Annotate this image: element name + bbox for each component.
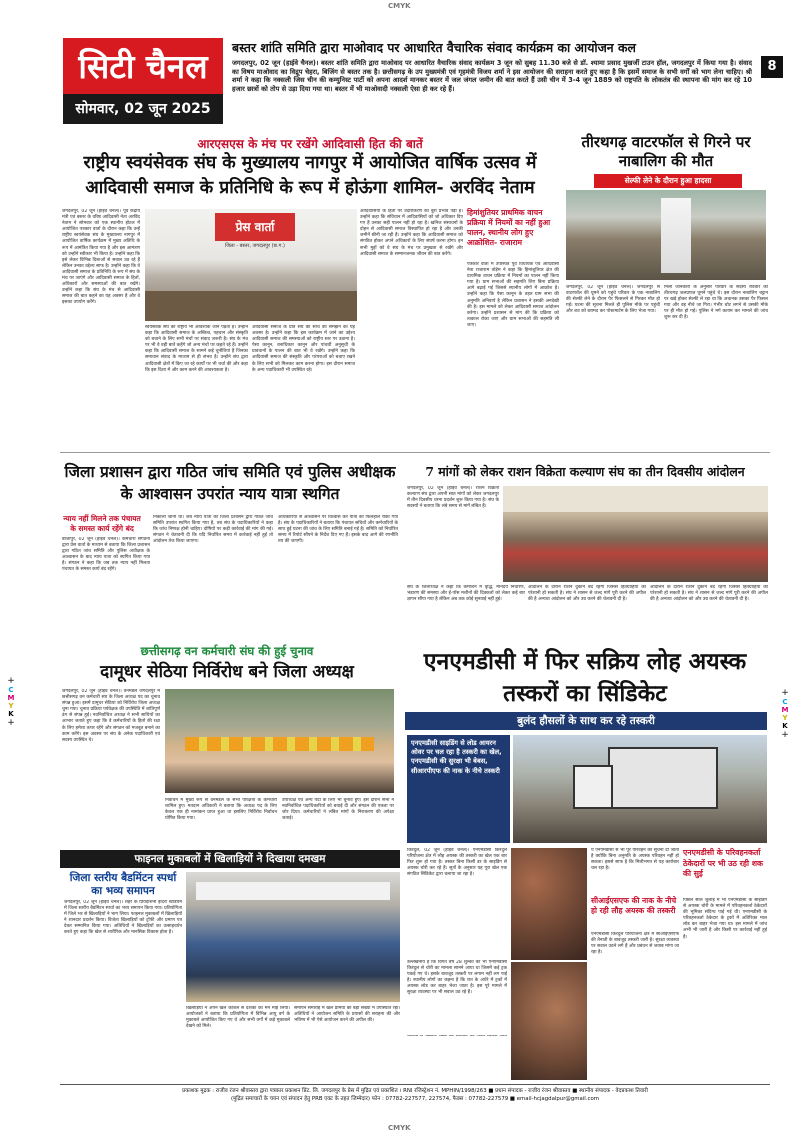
press-table — [145, 291, 357, 321]
masthead-date: सोमवार, 02 जून 2025 — [63, 94, 223, 124]
nmdc-truck-photo — [513, 735, 767, 843]
badminton-col-3: समापन समारोह में खेल प्रेमियों की बड़ी संख्या में उपस्थिति रही। अतिथियों ने आयोजन समिति के प्रयासों की सराहना की और भविष्य में भी ऐसे आयोजन करने की अपील की। — [294, 1006, 400, 1024]
truck-cab — [573, 765, 613, 809]
nmdc-sub: बुलंद हौसलों के साथ कर रहे तस्करी — [405, 712, 767, 730]
rss-sidebar-headline: हिमांशुतियर प्राथमिक वाचन प्रक्रिया में नियमों का नहीं हुआ पालन, स्थानीय लोग हुए आक्रोशित- राजाराम — [467, 208, 551, 247]
ration-tent — [503, 486, 768, 512]
press-banner-title: प्रेस वार्ता — [215, 213, 295, 241]
nmdc-inset-text: एनएमडीसी साइडिंग से लोड आयरन ओवर पर चल रहा है तस्करी का खेल, एनएमडीसी की सुरक्षा भी बेबस, सीआरपीएफ की नाक के नीचे तस्करी — [411, 739, 502, 775]
justice-sub: न्याय नहीं मिलने तक पंचायत के समस्त कार्य रहेंगे बंद — [63, 514, 141, 533]
forest-group-photo — [165, 689, 394, 793]
nmdc-col-1: किरंदुल, 02 जून (हाईवे चैनल)। एनएमडीसी किरंदुल परियोजना क्षेत्र में लौह अयस्क की तस्करी का खेल एक बार फिर शुरू हो गया है। तस्कर बिना किसी डर के साइडिंग से अयस्क चोरी कर रहे हैं। सूत्रों के अनुसार यह पूरा खेल एक संगठित सिंडिकेट द्वारा चलाया जा रहा है। — [407, 848, 507, 878]
registration-marks-right: + C M Y K + — [781, 688, 789, 740]
rss-col-1: जगदलपुर, 02 जून (हाईवे चैनल)। पूर्व केंद्रीय मंत्री एवं बस्तर के वरिष्ठ आदिवासी नेता अरविंद नेताम ने सोमवार को एक स्थानीय होटल में आयोजित पत्रकार वार्ता के दौरान कहा कि उन्हें राष्ट्रीय स्वयंसेवक संघ के मुख्यालय नागपुर में आयोजित वार्षिक कार्यक्रम में मुख्य अतिथि के रूप में आमंत्रित किया गया है और इस आमंत्रण को उन्होंने स्वीकार भी किया है। उन्होंने कहा कि इसे लेकर विभिन्न दिशाओं से सवाल उठ रहे हैं लेकिन उनका उद्देश्य साफ है। उन्होंने कहा कि वे आदिवासी समाज के प्रतिनिधि के रूप में संघ के मंच पर जाएंगे और आदिवासी समाज के हितों, अधिकारों और समस्याओं की बात रखेंगे। उन्होंने कहा कि संघ के मंच से आदिवासी समाज की बात कहने का यह अवसर है और वे इसका उपयोग करेंगे। — [62, 209, 140, 306]
ration-headline: 7 मांगों को लेकर राशन विक्रेता कल्याण संघ का तीन दिवसीय आंदोलन — [425, 464, 745, 479]
forest-col-1: जगदलपुर, 02 जून (हाईवे चैनल)। वनमंडल जगदलपुर में छत्तीसगढ़ वन कर्मचारी संघ के जिला अध्यक्ष पद का चुनाव संपन्न हुआ। इसमें दामूधर सेठिया को निर्विरोध जिला अध्यक्ष चुना गया। चुनाव प्रक्रिया पर्यवेक्षक की उपस्थिति में शांतिपूर्ण ढंग से संपन्न हुई। नवनिर्वाचित अध्यक्ष ने सभी साथियों का आभार जताते हुए कहा कि वे कर्मचारियों के हितों की रक्षा के लिए हमेशा तत्पर रहेंगे और संगठन को मजबूत बनाने का काम करेंगे। इस अवसर पर संघ के अनेक पदाधिकारी एवं सदस्य उपस्थित थे। — [62, 689, 160, 743]
nmdc-col-3 — [407, 1035, 507, 1036]
truck-body — [608, 747, 718, 809]
footer-text-2: (मुद्रित समाचारों के चयन एवं संपादन हेतु PRB एक्ट के तहत जिम्मेदार) फोन : 07782-227577, 227574, फैक्स : 07782-227579 ■ email-hcjagdalpur@gmail.com — [230, 1096, 600, 1102]
waterfall-col-1: जगदलपुर, 02 जून (हाईवे चैनल)। जगदलपुर से वाटरफॉल की घूमने को पहुंचे परिवार के एक नाबालिग की सेल्फी लेने के दौरान पैर फिसलने से गिरकर मौत हो गई। घटना की सूचना मिलते ही पुलिस मौके पर पहुंची और शव को बरामद कर पोस्टमार्टम के लिए भेजा गया। — [566, 285, 660, 315]
badminton-col-1: जगदलपुर, 02 जून (हाईवे चैनल)। शहर के प्रियदर्शिनी इंदिरा स्टेडियम में जिला स्तरीय बैडमिंटन स्पर्धा का भव्य समापन किया गया। प्रतियोगिता में जिले भर से खिलाड़ियों ने भाग लिया। फाइनल मुकाबलों में खिलाड़ियों ने शानदार प्रदर्शन किया। विजेता खिलाड़ियों को ट्रॉफी और प्रमाण पत्र देकर सम्मानित किया गया। अतिथियों ने खिलाड़ियों का उत्साहवर्धन करते हुए कहा कि खेल से शारीरिक और मानसिक विकास होता है। — [64, 900, 182, 936]
rss-col-2: स्वयंसेवक संघ की राष्ट्रीय भी आवश्यक जान पड़ता है। उन्होंने कहा कि आदिवासी समाज के अस्तित्व, पहचान और संस्कृति को बचाने के लिए सभी मंचों पर संवाद जरूरी है। संघ के मंच पर भी वे वही बातें कहेंगे जो अन्य मंचों पर कहते रहे हैं। उन्होंने कहा कि आदिवासी समाज के सामने कई चुनौतियां हैं जिनका समाधान संवाद के माध्यम से ही संभव है। उन्होंने संघ द्वारा आदिवासी क्षेत्रों में किए जा रहे कार्यों पर भी चर्चा की और कहा कि इस दिशा में और काम करने की आवश्यकता है। — [145, 325, 248, 373]
justice-headline: जिला प्रशासन द्वारा गठित जांच समिति एवं पुलिस अधीक्षक के आश्वासन उपरांत न्याय यात्रा स्थगित — [64, 462, 396, 503]
cmyk-mark-bottom: CMYK — [388, 1124, 411, 1132]
banner-strip — [196, 882, 390, 900]
ration-photo — [503, 486, 768, 582]
press-banner-sub: जिला - बस्तर, जगदलपुर (छ.ग.) — [225, 243, 285, 249]
nmdc-side-headline: एनएमडीसी के परिवहनकर्ता ठेकेदारों पर भी उठ रही शक की सुई — [683, 848, 764, 878]
masthead-title: सिटी चैनल — [78, 47, 208, 86]
waterfall-headline: तीरथगढ़ वाटरफॉल से गिरने पर नाबालिग की मौत — [581, 133, 751, 170]
ration-col-4: आंदोलन के दौरान राशन दुकानें बंद रहेंगी जिससे हितग्राहियों को परेशानी हो सकती है। संघ ने शासन से जल्द मांगें पूरी करने की अपील की है अन्यथा आंदोलन को और उग्र करने की चेतावनी दी है। — [650, 585, 768, 603]
garland-row — [185, 737, 374, 751]
forest-headline: दामूधर सेठिया निर्विरोध बने जिला अध्यक्ष — [100, 662, 354, 682]
nmdc-inset — [407, 735, 510, 843]
footer — [60, 1084, 770, 1112]
rss-headline: राष्ट्रीय स्वयंसेवक संघ के मुख्यालय नागपुर में आयोजित वार्षिक उत्सव में आदिवासी समाज के प्रतिनिधि के रूप में होऊंगा शामिल- अरविंद नेताम — [83, 153, 537, 198]
badminton-group-photo — [186, 872, 400, 1002]
masthead — [63, 38, 223, 124]
nmdc-sub2: सीआईएसएफ की नाक के नीचे हो रही लौह अयस्क की तस्करी — [591, 896, 677, 915]
section-divider — [60, 452, 770, 453]
rss-col-3: आदिवासी समाज के प्रति संघ की सोच को समझने का यह अवसर है। उन्होंने कहा कि इस कार्यक्रम में जाने का उद्देश्य आदिवासी समाज की समस्याओं को राष्ट्रीय स्तर पर उठाना है। पेसा कानून, वनाधिकार कानून और पांचवीं अनुसूची के प्रावधानों के पालन की बात भी वे रखेंगे। उन्होंने कहा कि आदिवासी समाज की संस्कृति और परंपराओं को बचाए रखने के लिए सभी को मिलकर काम करना होगा। इस दौरान समाज के अन्य पदाधिकारी भी उपस्थित रहे। — [252, 325, 355, 373]
forest-col-3: उपाध्यक्ष एवं अन्य पदों के लिए भी चुनाव हुए। इस दौरान सभी ने नवनिर्वाचित पदाधिकारियों को बधाई दी और संगठन की एकता पर जोर दिया। कर्मचारियों ने लंबित मांगों के निराकरण की अपेक्षा जताई। — [282, 798, 394, 822]
justice-col-2: निकाली जानी थी। जब न्याय यात्रा को जिला प्रशासन द्वारा गठित जांच समिति उपरांत स्थगित किया गया है, तब संघ के पदाधिकारियों ने कहा कि जांच निष्पक्ष होनी चाहिए। दोषियों पर कड़ी कार्रवाई की मांग की गई। संगठन ने चेतावनी दी कि यदि निर्धारित समय में कार्रवाई नहीं हुई तो आंदोलन तेज किया जाएगा। — [153, 515, 273, 545]
ration-col-1: जगदलपुर, 02 जून (हाईवे चैनल)। राशन विक्रेता कल्याण संघ द्वारा अपनी सात मांगों को लेकर जगदलपुर में तीन दिवसीय धरना प्रदर्शन शुरू किया गया है। संघ के सदस्यों ने बताया कि लंबे समय से मांगें लंबित हैं। — [407, 486, 499, 510]
rss-col-4: आदिवासियों के हितों पर उदारीकरण का बुरा प्रभाव पड़ा है। उन्होंने कहा कि संविधान में आदिवासियों को जो अधिकार दिए गए हैं उनका सही पालन नहीं हो रहा है। खनिज संसाधनों के दोहन से आदिवासी समाज विस्थापित हो रहा है और उनकी जमीनें छीनी जा रही हैं। उन्होंने कहा कि आदिवासी समाज को संगठित होकर अपने अधिकारों के लिए संघर्ष करना होगा। इन सभी मुद्दों को वे संघ के मंच पर प्रमुखता से रखेंगे और आदिवासी समाज के सम्मानजनक जीवन की बात करेंगे। — [360, 209, 463, 257]
badminton-headline: जिला स्तरीय बैडमिंटन स्पर्धा का भव्य समापन — [69, 872, 177, 897]
waterfall-photo — [566, 190, 766, 280]
footer-text: प्रकाशक मुद्रक : राजीव रंजन श्रीवास्तव द्वारा पत्रकार प्रकाशन प्रिंट. लि. जगदलपुर के प्रेस में मुद्रित एवं प्रकाशित । RNI रजिस्ट्रेशन नं. MPHIN/1998/263 ■ प्रधान संपादक - राजीव रंजन श्रीवास्तव ■ स्थानीय संपादक - वेदप्रकाश तिवारी — [182, 1088, 648, 1094]
justice-col-1: बीजापुर, 02 जून (हाईवे चैनल)। कर्मचारी संगठनों द्वारा प्रेस वार्ता के माध्यम से बताया कि जिला प्रशासन द्वारा गठित जांच समिति और पुलिस अधीक्षक के आश्वासन के बाद न्याय यात्रा को स्थगित किया गया है। संगठन ने कहा कि जब तक न्याय नहीं मिलता पंचायत के समस्त कार्य बंद रहेंगे। — [62, 537, 150, 573]
cmyk-mark-top: CMYK — [388, 2, 411, 10]
nmdc-headline: एनएमडीसी में फिर सक्रिय लोह अयस्क तस्करों का सिंडिकेट — [423, 649, 747, 707]
waterfall-col-2: मिली जानकारी के अनुसार परिवार के सदस्य रविवार को तीरथगढ़ जलप्रपात घूमने पहुंचे थे। इस दौरान नाबालिग चट्टान पर खड़े होकर सेल्फी ले रहा था कि अचानक उसका पैर फिसल गया और वह नीचे जा गिरा। गंभीर चोट लगने से उसकी मौके पर ही मौत हो गई। पुलिस ने मर्ग कायम कर मामले की जांच शुरू कर दी है। — [664, 285, 768, 321]
ore-photo-2 — [511, 962, 587, 1080]
justice-col-3: अधिकारियों से आश्वासन पर विश्वास कर यात्रा को फिलहाल रोका गया है। संघ के पदाधिकारियों ने बताया कि पंचायत सचिवों और कर्मचारियों के साथ हुई घटना की जांच के लिए समिति बनाई गई है। समिति को निर्धारित समय में रिपोर्ट सौंपने के निर्देश दिए गए हैं। इसके बाद आगे की रणनीति तय की जाएगी। — [278, 515, 398, 545]
badminton-col-2: खिलाड़ियों ने अपने खेल कौशल से दर्शकों का मन मोह लिया। आयोजकों ने बताया कि प्रतियोगिता में विभिन्न आयु वर्ग के मुकाबले आयोजित किए गए थे और सभी वर्गों में कड़े मुकाबले देखने को मिले। — [186, 1006, 290, 1030]
ration-col-3: आंदोलन के दौरान राशन दुकानें बंद रहेंगी जिससे हितग्राहियों को परेशानी हो सकती है। संघ ने शासन से जल्द मांगें पूरी करने की अपील की है अन्यथा आंदोलन को और उग्र करने की चेतावनी दी है। — [528, 585, 646, 603]
badminton-kicker: फाइनल मुकाबलों में खिलाड़ियों ने दिखाया दमखम — [60, 850, 400, 868]
forest-col-2: निर्वाचन में मुख्य रूप से वनमंडल के सभी परिक्षेत्रों के कर्मचारी शामिल हुए। मतदान अधिकारी ने बताया कि अध्यक्ष पद के लिए केवल एक ही नामांकन प्राप्त हुआ था इसलिए निर्विरोध निर्वाचन घोषित किया गया। — [165, 798, 277, 822]
press-conference-photo — [145, 209, 357, 321]
ore-photo-1 — [511, 848, 587, 960]
nmdc-col-5: एनएमडीसी किरंदुल परियोजना क्षेत्र में सीआईएसएफ की तैनाती के बावजूद तस्करी जारी है। सुरक्षा व्यवस्था पर सवाल उठने लगे हैं और प्रबंधन से जवाब मांगा जा रहा है। — [591, 932, 679, 956]
top-story-body: जगदलपुर, 02 जून (हाईवे चैनल)। बस्तर शांति समिति द्वारा माओवाद पर आधारित वैचारिक संवाद कार्यक्रम 3 जून को सुबह 11.30 बजे से डॉ. श्यामा प्रसाद मुखर्जी टाउन हॉल, जगदलपुर में किया गया है। संवाद का विषय माओवाद का विद्रूप चेहरा, बिजिंग से बस्तर तक है। छत्तीसगढ़ के उप मुख्यमंत्री एवं गृहमंत्री विजय शर्मा ने इस आयोजन की सराहना करते हुए कहा है कि इसमें समाज के सभी वर्गों को भाग लेना चाहिए। श्री शर्मा ने कहा कि नक्सली जिस चीन की कम्युनिस्ट पार्टी को अपना आदर्श मानकर बस्तर में जल जंगल जमीन की बात करते हैं उसी चीन में 3-4 जून 1889 को राष्ट्रपति के लोकतंत्र की स्थापना की मांग कर रहे 10 हजार छात्रों को तोप से उड़ा दिया गया था। बस्तर में भी माओवादी नक्सली ऐसा ही कर रहे हैं। — [232, 59, 752, 94]
top-story-headline: बस्तर शांति समिति द्वारा माओवाद पर आधारित वैचारिक संवाद कार्यक्रम का आयोजन कल — [232, 40, 636, 55]
nmdc-col-2: उल्लेखनीय है कि विगत वर्ष 28 शुल्कों की भी एनएमडीसी किरंदुल से चोरी का मामला सामने आया था जिसमें कई ट्रक पकड़े गए थे। इसके बावजूद तस्करी पर लगाम नहीं लग पाई है। स्थानीय लोगों का कहना है कि रात के अंधेरे में ट्रकों में अयस्क लोड कर बाहर भेजा जाता है। इस पूरे मामले में सुरक्षा व्यवस्था पर भी सवाल उठ रहे हैं। — [407, 960, 507, 996]
page-number: 8 — [761, 56, 783, 78]
forest-kicker: छत्तीसगढ़ वन कर्मचारी संघ की हुई चुनाव — [140, 644, 314, 658]
nmdc-side-body: पिछले साल जुलाई में भी एनएमडीसी के साइडिंग से अयस्क चोरी के मामले में परिवहनकर्ता ठेकेदारों की भूमिका संदिग्ध पाई गई थी। एनएमडीसी के परिवहनकर्ता ठेकेदार के ट्रकों में अतिरिक्त माल लोड कर बाहर भेजा गया था। इस मामले में जांच अभी भी जारी है और किसी पर कार्रवाई नहीं हुई है। — [683, 898, 767, 940]
ration-col-2: संघ के जिलाध्यक्ष ने कहा कि कमीशन में वृद्धि, मानदेय निर्धारण, भंडारण की समस्या और ई-पॉस मशीनों की दिक्कतों को लेकर कई बार ज्ञापन सौंपा गया है लेकिन अब तक कोई सुनवाई नहीं हुई। — [407, 585, 525, 603]
nmdc-col-4: ये एनएमडीसी से भी पूरे परिवहन की सूचना दी जाती है क्योंकि बिना अनुमति के अयस्क परिवहन नहीं हो सकता। इससे साफ है कि मिलीभगत से यह कारोबार चल रहा है। — [591, 848, 679, 872]
waterfall-sub: सेल्फी लेने के दौरान हुआ हादसा — [594, 174, 742, 188]
rss-kicker: आरएसएस के मंच पर रखेंगे आदिवासी हित की बातें — [197, 137, 423, 151]
waterfall-stream — [661, 198, 691, 273]
rss-sidebar-body: पत्रकार वार्ता में उपस्थित पूर्व विधायक एवं आदिवासी नेता राजाराम तोड़ेम ने कहा कि हिमांशुतियर क्षेत्र की प्राथमिक वाचन प्रक्रिया में नियमों का पालन नहीं किया गया है। ग्राम सभाओं की सहमति लिए बिना प्रक्रिया आगे बढ़ाई गई जिससे स्थानीय लोगों में आक्रोश है। उन्होंने कहा कि पेसा कानून के तहत ग्राम सभा की अनुमति अनिवार्य है लेकिन प्रशासन ने इसकी अनदेखी की है। इस मामले को लेकर आदिवासी समाज आंदोलन करेगा। उन्होंने प्रशासन से मांग की कि प्रक्रिया को तत्काल रोका जाए और ग्राम सभाओं की सहमति ली जाए। — [467, 262, 559, 328]
registration-marks-left: + C M Y K + — [7, 676, 15, 728]
